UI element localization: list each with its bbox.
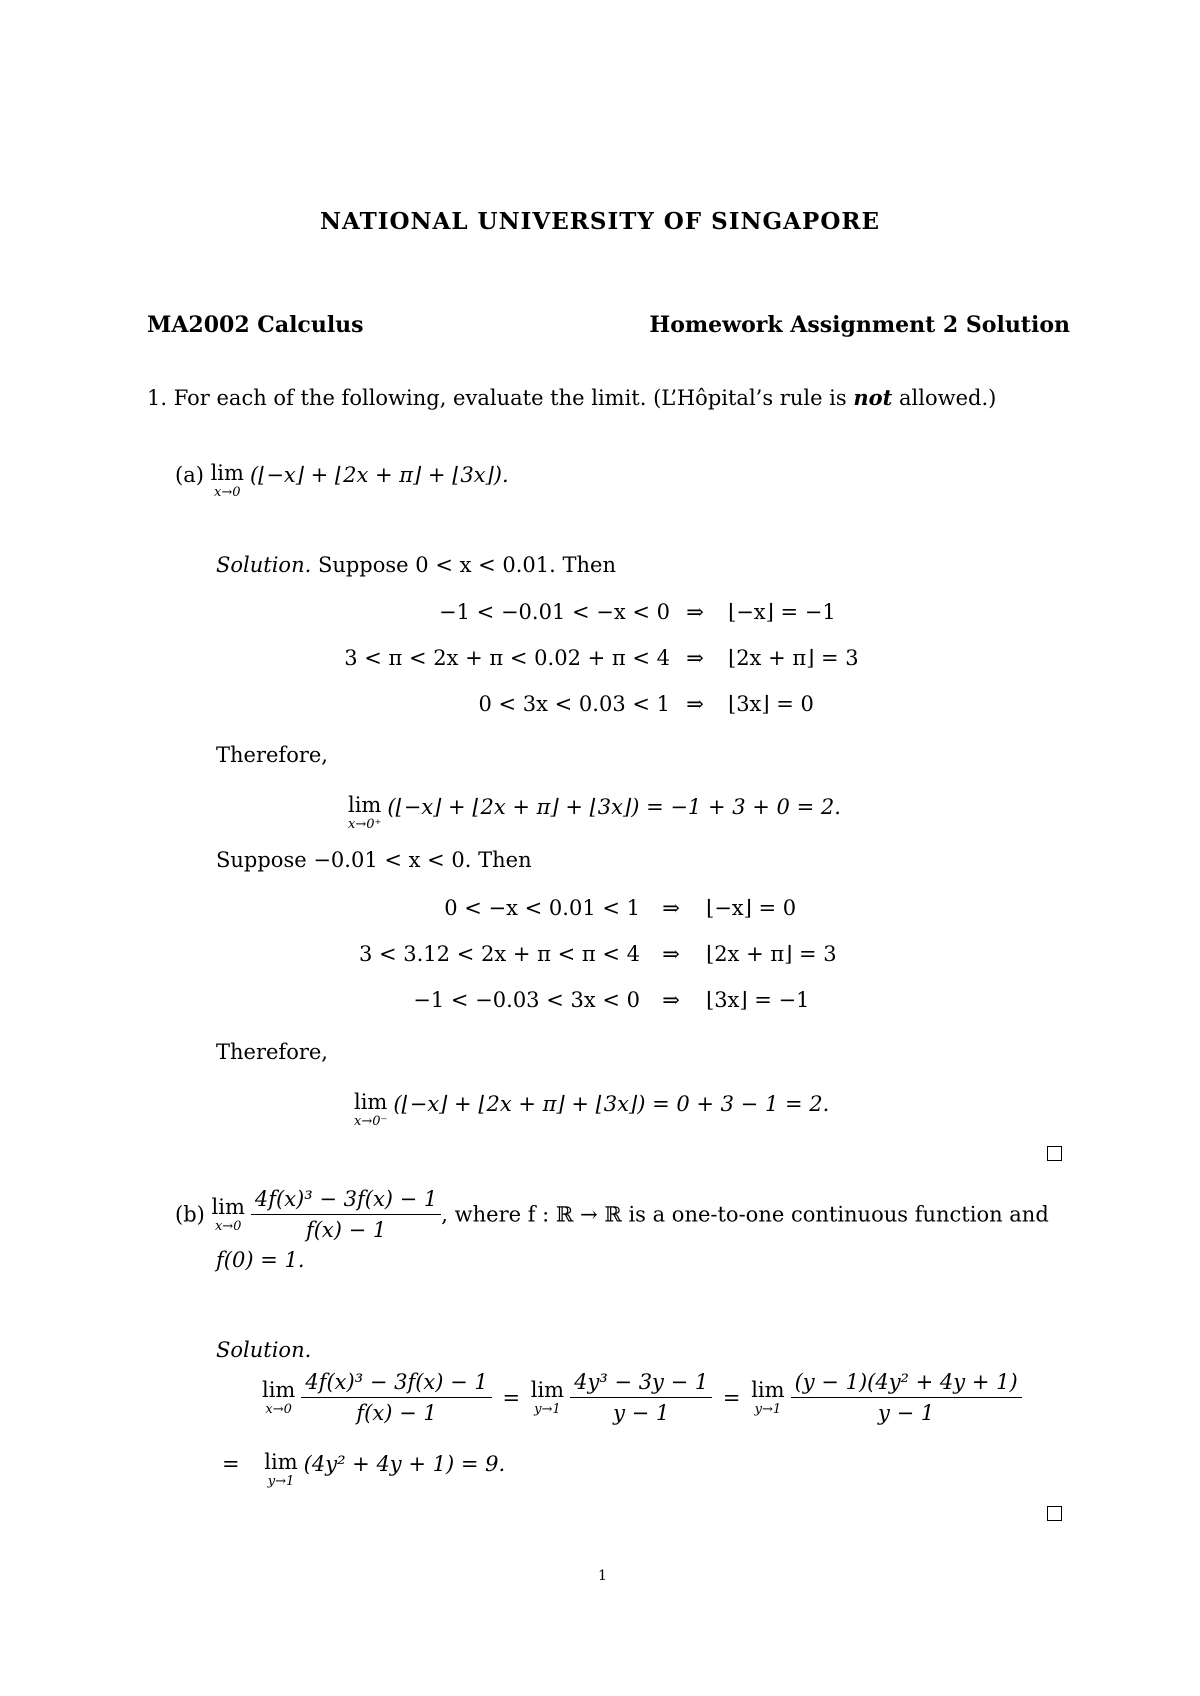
case-row-right: ⌊2x + π⌋ = 3	[728, 646, 859, 670]
final-expr: (4y² + 4y + 1) = 9.	[303, 1452, 506, 1476]
qed-box-b	[1047, 1506, 1062, 1521]
case-1-system	[0, 598, 1200, 718]
solution-label: Solution.	[216, 553, 312, 577]
lim-word: lim	[211, 1194, 245, 1219]
part-b-derivation-line-2	[222, 1452, 505, 1488]
case-row-right: ⌊−x⌋ = −1	[728, 600, 836, 624]
case-row	[0, 690, 1200, 718]
question-1-prefix: 1. For each of the following, evaluate the limit. (L’Hôpital’s rule is	[147, 386, 854, 410]
lim-subscript: y→1	[534, 1401, 561, 1417]
fraction-denominator: y − 1	[878, 1401, 935, 1425]
qed-box-a	[1047, 1146, 1062, 1161]
part-b-solution-label: Solution.	[216, 1338, 312, 1362]
part-a-expr: (⌊−x⌋ + ⌊2x + π⌋ + ⌊3x⌋).	[249, 463, 509, 487]
lim-subscript: x→0	[265, 1401, 292, 1417]
equals-sign: =	[502, 1385, 521, 1410]
part-b-derivation-line-1	[262, 1370, 1022, 1425]
course-name: MA2002 Calculus	[147, 312, 364, 338]
fraction-denominator: f(x) − 1	[305, 1218, 387, 1242]
lim-left	[354, 1092, 387, 1128]
page-title: NATIONAL UNIVERSITY OF SINGAPORE	[319, 208, 881, 235]
limit-left-result	[354, 1092, 829, 1128]
case-row-left: 0 < 3x < 0.03 < 1	[478, 692, 670, 716]
limit-right-result	[348, 795, 841, 831]
case-row	[0, 894, 1200, 922]
lim-subscript: y→1	[267, 1474, 295, 1489]
implies-arrow: ⇒	[686, 692, 704, 716]
case-row-right: ⌊3x⌋ = 0	[728, 692, 814, 716]
case-row-left: 3 < 3.12 < 2x + π < π < 4	[358, 942, 640, 966]
lim-subscript: x→0	[214, 1218, 242, 1234]
question-1	[147, 385, 996, 410]
step-3-fraction	[791, 1370, 1022, 1425]
lim-subscript: y→1	[754, 1401, 782, 1417]
case-row-left: 0 < −x < 0.01 < 1	[444, 896, 640, 920]
case-row-right: ⌊2x + π⌋ = 3	[706, 942, 837, 966]
therefore-2: Therefore,	[216, 1040, 328, 1064]
lim-subscript: x→0⁺	[348, 817, 382, 832]
implies-arrow: ⇒	[662, 896, 680, 920]
fraction-numerator: 4f(x)³ − 3f(x) − 1	[301, 1370, 491, 1398]
part-a-label: (a)	[175, 463, 204, 487]
lim-right	[348, 795, 381, 831]
step-1-fraction	[301, 1370, 491, 1425]
implies-arrow: ⇒	[686, 600, 704, 624]
part-b-condition-2: f(0) = 1.	[216, 1248, 305, 1272]
case-row-left: −1 < −0.03 < 3x < 0	[413, 988, 640, 1012]
case-row	[0, 644, 1200, 672]
lim-y	[751, 1377, 785, 1417]
case-row-right: ⌊3x⌋ = −1	[706, 988, 810, 1012]
lim-word: lim	[348, 793, 382, 817]
part-a-solution-intro	[216, 553, 616, 577]
case-2-system	[0, 894, 1200, 1014]
case-row-left: 3 < π < 2x + π < 0.02 + π < 4	[344, 646, 670, 670]
case-row-left: −1 < −0.01 < −x < 0	[439, 600, 670, 624]
limit-right-expr: (⌊−x⌋ + ⌊2x + π⌋ + ⌊3x⌋) = −1 + 3 + 0 = 2.	[387, 795, 841, 819]
part-b-statement	[175, 1187, 1049, 1242]
question-1-emph: not	[853, 385, 893, 410]
lim-word: lim	[530, 1377, 565, 1402]
fraction-denominator: f(x) − 1	[356, 1401, 437, 1425]
assignment-title: Homework Assignment 2 Solution	[649, 312, 1070, 338]
case-row	[0, 940, 1200, 968]
step-2-fraction	[570, 1370, 712, 1425]
fraction-denominator: y − 1	[613, 1401, 670, 1425]
lim-y	[530, 1377, 565, 1417]
part-a-statement	[175, 463, 509, 499]
fraction-numerator: 4f(x)³ − 3f(x) − 1	[251, 1187, 441, 1215]
implies-arrow: ⇒	[662, 942, 680, 966]
lim-y	[264, 1452, 297, 1488]
question-1-suffix: allowed.)	[892, 386, 997, 410]
case-row-right: ⌊−x⌋ = 0	[706, 896, 797, 920]
lim-word: lim	[210, 461, 244, 485]
implies-arrow: ⇒	[686, 646, 704, 670]
page-number: 1	[598, 1568, 607, 1584]
part-b-lim	[211, 1194, 245, 1234]
equals-sign: =	[722, 1385, 741, 1410]
solution-text: Suppose 0 < x < 0.01. Then	[311, 553, 616, 577]
fraction-numerator: (y − 1)(4y² + 4y + 1)	[791, 1370, 1022, 1398]
implies-arrow: ⇒	[662, 988, 680, 1012]
equals-sign: =	[222, 1452, 240, 1476]
lim-word: lim	[264, 1450, 298, 1474]
lim-subscript: x→0	[214, 485, 241, 500]
lim-x	[262, 1377, 296, 1417]
case-row	[0, 986, 1200, 1014]
case-row	[0, 598, 1200, 626]
lim-subscript: x→0⁻	[354, 1114, 388, 1129]
lim-word: lim	[262, 1377, 296, 1402]
case-2-intro: Suppose −0.01 < x < 0. Then	[216, 848, 532, 872]
lim-word: lim	[354, 1090, 388, 1114]
fraction-numerator: 4y³ − 3y − 1	[570, 1370, 712, 1398]
lim-word: lim	[751, 1377, 785, 1402]
part-b-fraction	[251, 1187, 441, 1242]
therefore-1: Therefore,	[216, 743, 328, 767]
part-a-lim	[211, 463, 244, 499]
part-b-condition: , where f : ℝ → ℝ is a one-to-one continuous function and	[441, 1202, 1049, 1227]
part-b-label: (b)	[175, 1202, 205, 1227]
limit-left-expr: (⌊−x⌋ + ⌊2x + π⌋ + ⌊3x⌋) = 0 + 3 − 1 = 2.	[393, 1092, 830, 1116]
